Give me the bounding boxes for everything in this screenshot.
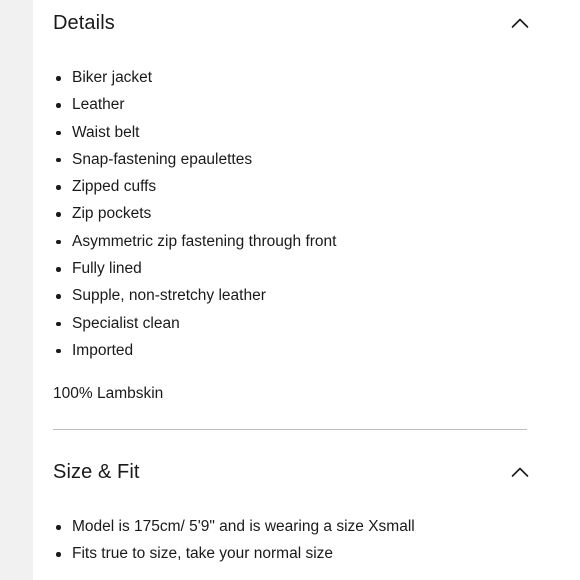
- list-item: Specialist clean: [53, 310, 336, 337]
- list-item: Fits true to size, take your normal size: [53, 540, 415, 567]
- list-item: Supple, non-stretchy leather: [53, 282, 336, 309]
- list-item: Model is 175cm/ 5'9" and is wearing a size Xsmall: [53, 513, 415, 540]
- list-item: Imported: [53, 337, 336, 364]
- list-item: Fully lined: [53, 255, 336, 282]
- chevron-up-icon[interactable]: [511, 17, 529, 29]
- chevron-up-icon[interactable]: [511, 466, 529, 478]
- size-fit-list: [53, 513, 415, 568]
- material-composition: 100% Lambskin: [53, 385, 164, 402]
- list-item: Snap-fastening epaulettes: [53, 146, 336, 173]
- list-item: Waist belt: [53, 119, 336, 146]
- size-fit-title: Size & Fit: [53, 460, 140, 483]
- details-section-header[interactable]: [53, 3, 529, 43]
- list-item: Asymmetric zip fastening through front: [53, 228, 336, 255]
- details-title: Details: [53, 11, 115, 34]
- size-fit-section-header[interactable]: [53, 452, 529, 492]
- section-divider: [53, 429, 527, 430]
- list-item: Zip pockets: [53, 200, 336, 227]
- list-item: Leather: [53, 91, 336, 118]
- details-list: [53, 64, 336, 364]
- list-item: Zipped cuffs: [53, 173, 336, 200]
- list-item: Biker jacket: [53, 64, 336, 91]
- product-info-panel: [33, 0, 580, 580]
